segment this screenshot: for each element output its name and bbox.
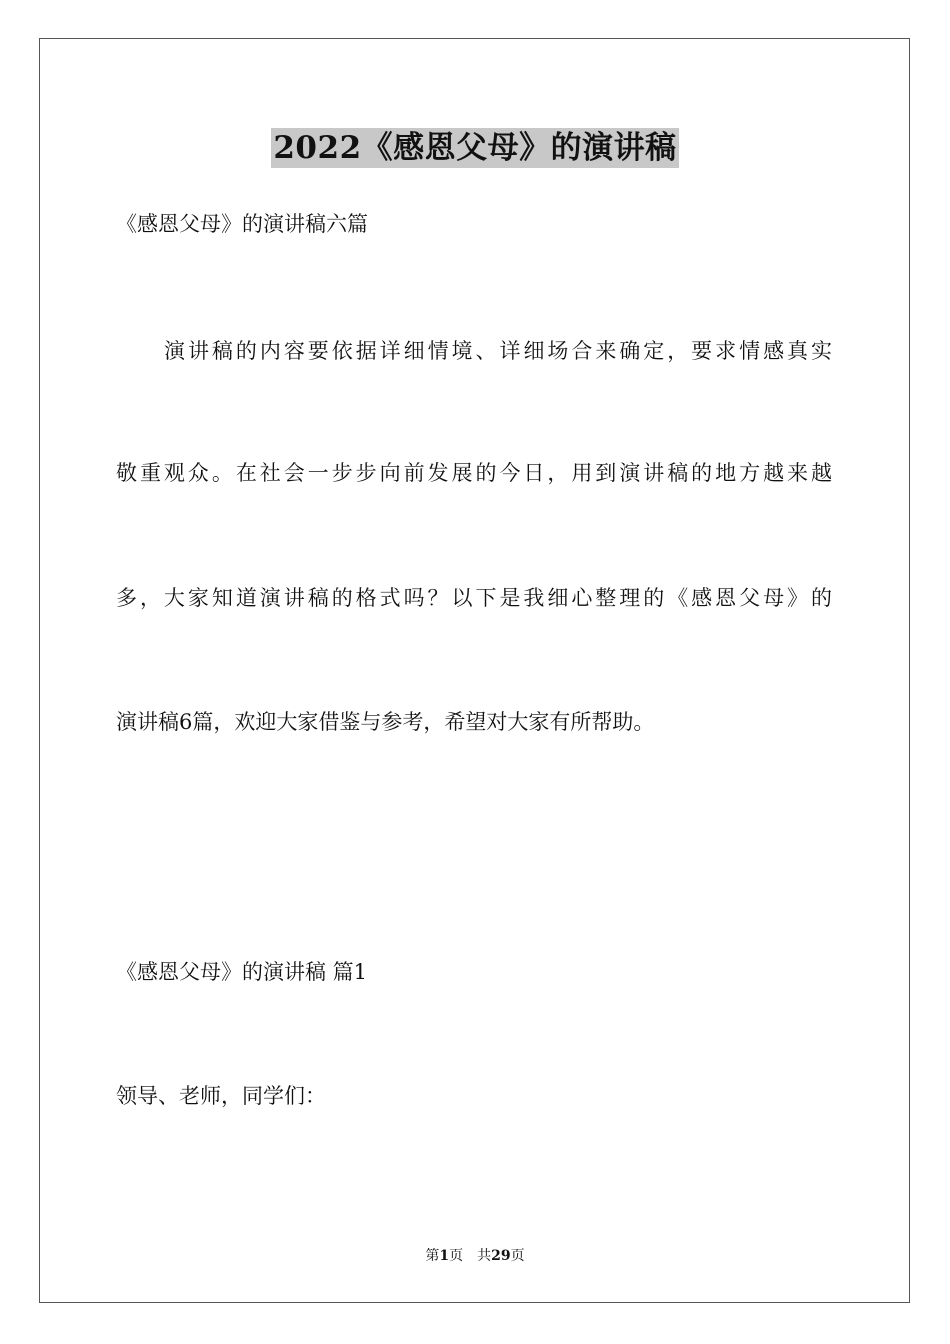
intro-paragraph-line-2: 敬重观众。在社会一步步向前发展的今日，用到演讲稿的地方越来越 [116,461,832,485]
footer-total-prefix: 共 [477,1248,492,1264]
intro-paragraph-line-3: 多，大家知道演讲稿的格式吗？以下是我细心整理的《感恩父母》的 [116,586,832,610]
intro-paragraph-line-1: 演讲稿的内容要依据详细情境、详细场合来确定，要求情感真实 [164,339,832,363]
title-container [0,128,950,168]
section-heading: 《感恩父母》的演讲稿 篇1 [116,960,368,984]
footer-page-prefix: 第 [425,1248,440,1264]
intro-paragraph-line-4: 演讲稿6篇，欢迎大家借鉴与参考，希望对大家有所帮助。 [116,710,655,734]
document-title: 2022《感恩父母》的演讲稿 [273,130,677,166]
footer-page-current: 1 [439,1248,450,1264]
document-subtitle: 《感恩父母》的演讲稿六篇 [116,212,368,236]
footer-total-suffix: 页 [510,1248,525,1264]
footer-page-total: 29 [491,1248,511,1264]
salutation: 领导、老师，同学们： [116,1084,326,1108]
footer-page-suffix: 页 [449,1248,464,1264]
page-footer [0,1246,950,1266]
